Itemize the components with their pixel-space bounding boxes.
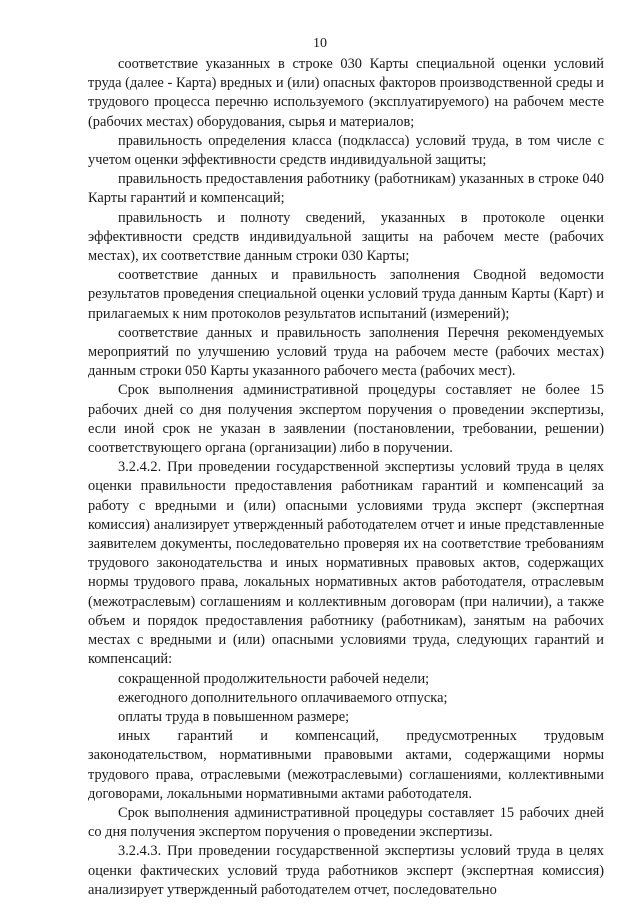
paragraph-4: правильность и полноту сведений, указанных в протоколе оценки эффективности средств индивидуальной защиты на рабочем месте (рабочих местах), их соответствие данным строки 030 Карты; [88, 209, 604, 265]
paragraph-3: правильность предоставления работнику (работникам) указанных в строке 040 Карты гарантий и компенсаций; [88, 171, 604, 207]
page-number: 10 [313, 36, 327, 51]
paragraph-6: соответствие данных и правильность заполнения Перечня рекомендуемых мероприятий по улучшению условий труда на рабочем месте (рабочих местах) данным строки 050 Карты указанного рабочего места (рабочих мест). [88, 324, 604, 380]
document-body [88, 55, 604, 900]
paragraph-1: соответствие указанных в строке 030 Карты специальной оценки условий труда (далее - Карта) вредных и (или) опасных факторов производственной среды и трудового процесса перечню используемого (эксплуатируемого) на рабочем месте (рабочих местах) оборудования, сырья и материалов; [88, 56, 604, 130]
paragraph-5: соответствие данных и правильность заполнения Сводной ведомости результатов проведения специальной оценки условий труда данным Карты (Карт) и прилагаемых к ним протоколов результатов испытаний (измерений); [88, 267, 604, 322]
list-item-4: иных гарантий и компенсаций, предусмотренных трудовым законодательством, нормативными правовыми актами, содержащими нормы трудового права, отраслевыми (межотраслевыми) соглашениями, коллективными договорами, локальными нормативными актами работодателя. [88, 728, 604, 802]
paragraph-7: Срок выполнения административной процедуры составляет не более 15 рабочих дней со дня получения экспертом поручения о проведении экспертизы, если иной срок не указан в заявлении (постановлении, требовании, решении) соответствующего органа (организации) либо в поручении. [88, 382, 604, 457]
list-item-1: сокращенной продолжительности рабочей недели; [118, 670, 430, 687]
list-item-2: ежегодного дополнительного оплачиваемого отпуска; [118, 689, 448, 706]
paragraph-9: Срок выполнения административной процедуры составляет 15 рабочих дней со дня получения экспертом поручения о проведении экспертизы. [88, 804, 604, 841]
list-item-3: оплаты труда в повышенном размере; [118, 708, 350, 725]
paragraph-10: 3.2.4.3. При проведении государственной экспертизы условий труда в целях оценки фактических условий труда работников эксперт (экспертная комиссия) анализирует утвержденный работодателем отчет, последовательно [88, 843, 604, 898]
paragraph-2: правильность определения класса (подкласса) условий труда, в том числе с учетом оценки эффективности средств индивидуальной защиты; [88, 132, 604, 169]
paragraph-8: 3.2.4.2. При проведении государственной экспертизы условий труда в целях оценки правильности предоставления работникам гарантий и компенсаций за работу с вредными и (или) опасными условиями труда эксперт (экспертная комиссия) анализирует утвержденный работодателем отчет и иные представленные заявителем документы, последовательно проверяя их на соответствие требованиям трудового законодательства и иных нормативных правовых актов, содержащих нормы трудового права, локальных нормативных актов работодателя, отраслевым (межотраслевым) соглашениям и коллективным договорам (при наличии), а также объем и порядок предоставления работнику (работникам), занятым на рабочих местах с вредными и (или) опасными условиями труда, следующих гарантий и компенсаций: [88, 459, 604, 668]
